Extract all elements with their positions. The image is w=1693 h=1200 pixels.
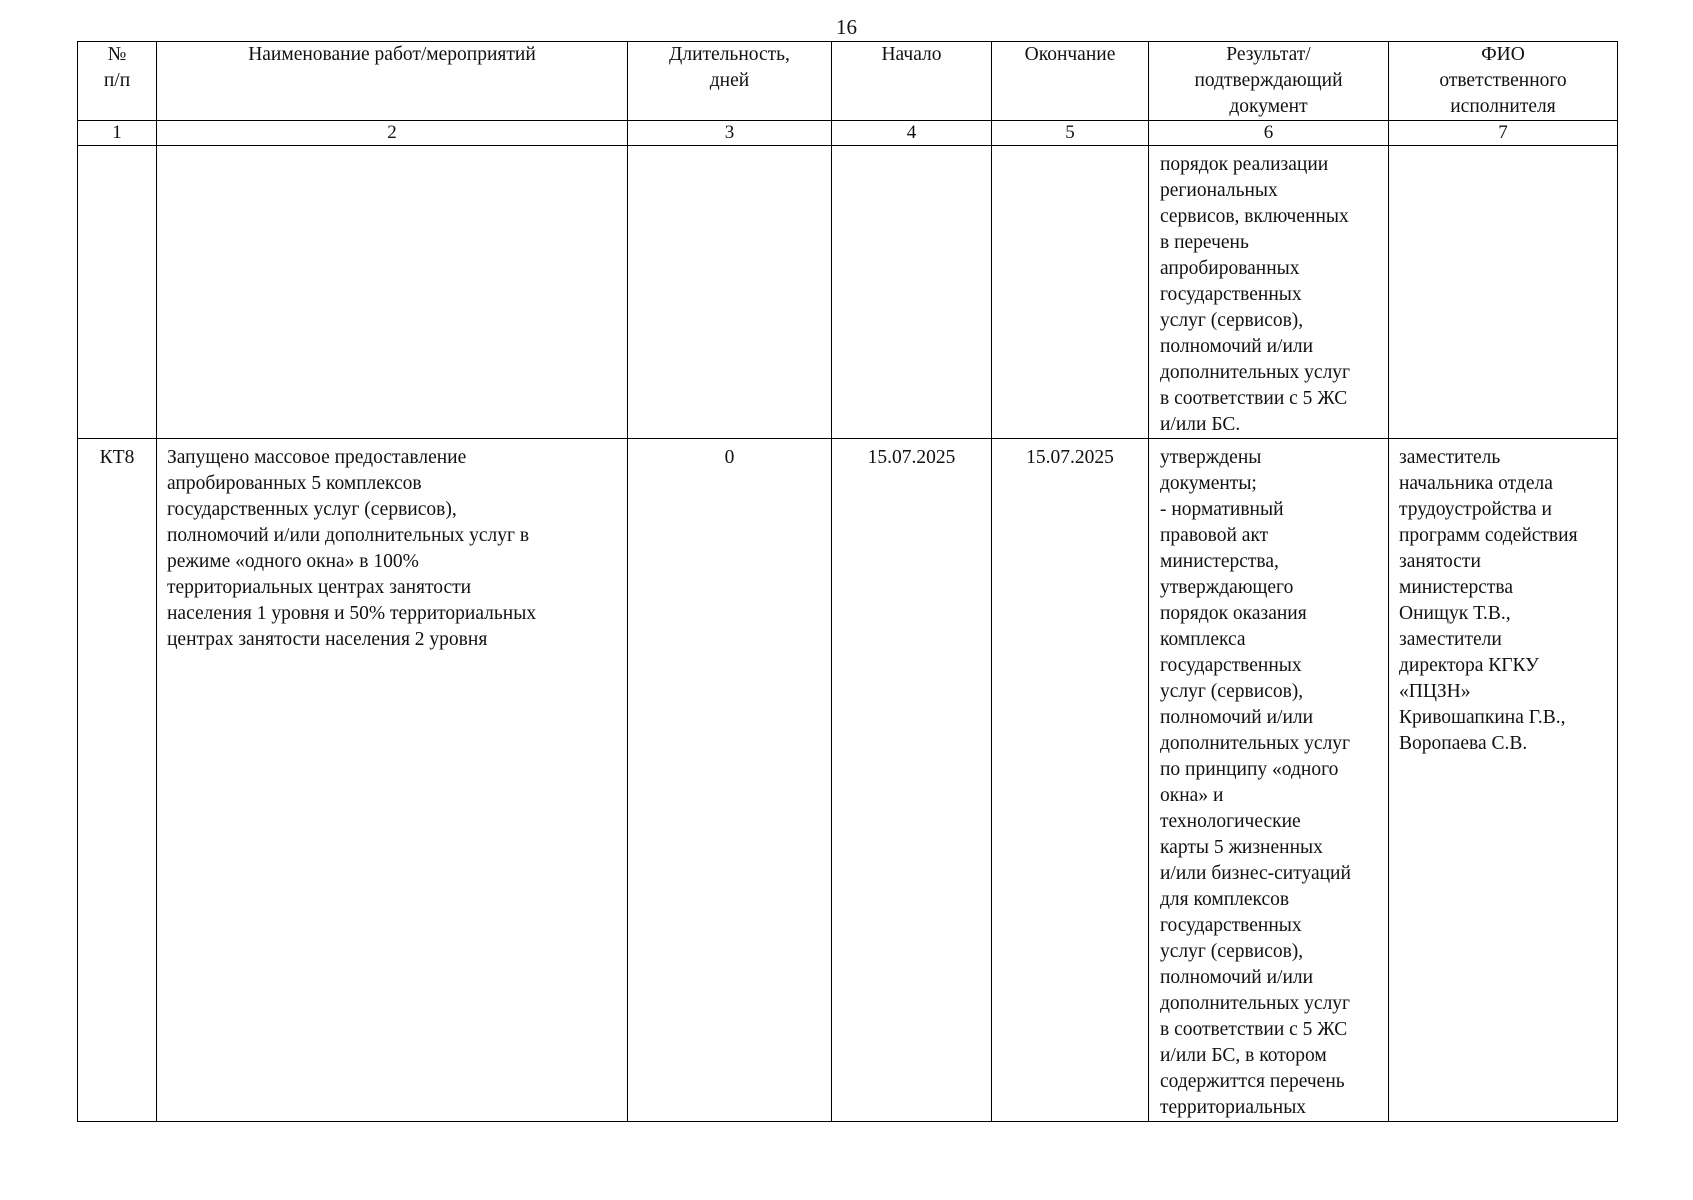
page-number: 16 [836,15,857,39]
header-text: ФИО [1481,44,1525,65]
text-line: «ПЦЗН» [1399,681,1471,702]
header-text: Наименование работ/мероприятий [248,44,536,65]
row-duration [628,146,831,152]
header-text: документ [1229,96,1308,117]
table-row [78,146,1618,439]
text-line: начальника отдела [1399,473,1553,494]
text-line: населения 1 уровня и 50% территориальных [167,603,537,624]
header-text: № [107,44,127,65]
text-line: территориальных центрах занятости [167,577,472,598]
text-line: центрах занятости населения 2 уровня [167,629,488,650]
text-line: государственных [1160,284,1302,305]
text-line: Кривошапкина Г.В., [1399,707,1566,728]
text-line: в перечень [1160,232,1249,253]
header-text: Результат/ [1226,44,1311,65]
header-text: Начало [881,44,942,65]
row-name [157,439,627,653]
row-duration-cell [628,146,832,439]
row-responsible [1389,146,1617,152]
text-line: услуг (сервисов), [1160,681,1304,702]
header-duration [628,42,832,121]
column-number: 7 [1389,121,1618,146]
column-number: 2 [157,121,628,146]
row-duration-cell [628,439,832,1122]
text-line: и/или БС. [1160,414,1241,435]
text-line: сервисов, включенных [1160,206,1349,227]
text-line: заместитель [1399,447,1501,468]
text-line: апробированных 5 комплексов [167,473,422,494]
text-line: в соответствии с 5 ЖС [1160,1019,1348,1040]
row-end-cell [992,146,1149,439]
row-result [1149,146,1388,438]
column-number: 4 [832,121,992,146]
header-text: Длительность, [669,44,790,65]
row-result-cell [1149,146,1389,439]
text-line: и/или бизнес-ситуаций [1160,863,1351,884]
text-line: документы; [1160,473,1257,494]
table-row [78,439,1618,1122]
row-number: КТ8 [99,447,135,468]
text-line: государственных [1160,915,1302,936]
text-line: полномочий и/или [1160,707,1314,728]
table-header-row [78,42,1618,121]
row-end: 15.07.2025 [1026,447,1114,468]
row-result-cell [1149,439,1389,1122]
text-line: дополнительных услуг [1160,733,1351,754]
row-start-cell [832,146,992,439]
row-number-cell [78,439,157,1122]
text-line: апробированных [1160,258,1300,279]
row-start-cell [832,439,992,1122]
header-number [78,42,157,121]
text-line: окна» и [1160,785,1224,806]
text-line: и/или БС, в котором [1160,1045,1327,1066]
header-text: дней [709,70,750,91]
column-number: 1 [78,121,157,146]
text-line: для комплексов [1160,889,1290,910]
text-line: региональных [1160,180,1278,201]
text-line: технологические [1160,811,1301,832]
row-number-cell [78,146,157,439]
column-number: 5 [992,121,1149,146]
text-line: министерства [1399,577,1514,598]
column-number: 3 [628,121,832,146]
text-line: правовой акт [1160,525,1269,546]
row-end-cell [992,439,1149,1122]
header-text: ответственного [1439,70,1567,91]
text-line: утверждены [1160,447,1262,468]
row-name-cell [157,146,628,439]
work-plan-table [77,41,1618,1122]
text-line: дополнительных услуг [1160,362,1351,383]
row-responsible [1389,439,1617,757]
text-line: Воропаева С.В. [1399,733,1528,754]
header-result [1149,42,1389,121]
text-line: заместители [1399,629,1502,650]
text-line: режиме «одного окна» в 100% [167,551,419,572]
text-line: утверждающего [1160,577,1294,598]
row-start [832,146,991,152]
text-line: по принципу «одного [1160,759,1339,780]
text-line: директора КГКУ [1399,655,1539,676]
row-end [992,146,1148,152]
text-line: услуг (сервисов), [1160,310,1304,331]
text-line: полномочий и/или [1160,336,1314,357]
text-line: территориальных [1160,1097,1307,1118]
row-name-cell [157,439,628,1122]
header-responsible [1389,42,1618,121]
text-line: услуг (сервисов), [1160,941,1304,962]
header-name [157,42,628,121]
header-start [832,42,992,121]
header-text: подтверждающий [1194,70,1343,91]
text-line: дополнительных услуг [1160,993,1351,1014]
text-line: Запущено массовое предоставление [167,447,467,468]
text-line: содержиттся перечень [1160,1071,1345,1092]
column-number-row [78,121,1618,146]
row-start: 15.07.2025 [867,447,956,468]
text-line: - нормативный [1160,499,1284,520]
text-line: государственных услуг (сервисов), [167,499,457,520]
text-line: комплекса [1160,629,1246,650]
row-responsible-cell [1389,439,1618,1122]
row-responsible-cell [1389,146,1618,439]
header-text: исполнителя [1450,96,1556,117]
header-text: Окончание [1024,44,1116,65]
text-line: порядок оказания [1160,603,1307,624]
text-line: полномочий и/или [1160,967,1314,988]
header-text: п/п [103,70,131,91]
text-line: государственных [1160,655,1302,676]
row-duration: 0 [724,447,735,468]
row-name [157,146,627,152]
text-line: занятости [1399,551,1481,572]
text-line: программ содействия [1399,525,1578,546]
text-line: в соответствии с 5 ЖС [1160,388,1348,409]
row-number [78,146,156,152]
text-line: Онищук Т.В., [1399,603,1511,624]
text-line: полномочий и/или дополнительных услуг в [167,525,530,546]
header-end [992,42,1149,121]
text-line: министерства, [1160,551,1279,572]
text-line: карты 5 жизненных [1160,837,1323,858]
column-number: 6 [1149,121,1389,146]
text-line: порядок реализации [1160,154,1329,175]
row-result [1149,439,1388,1121]
text-line: трудоустройства и [1399,499,1552,520]
